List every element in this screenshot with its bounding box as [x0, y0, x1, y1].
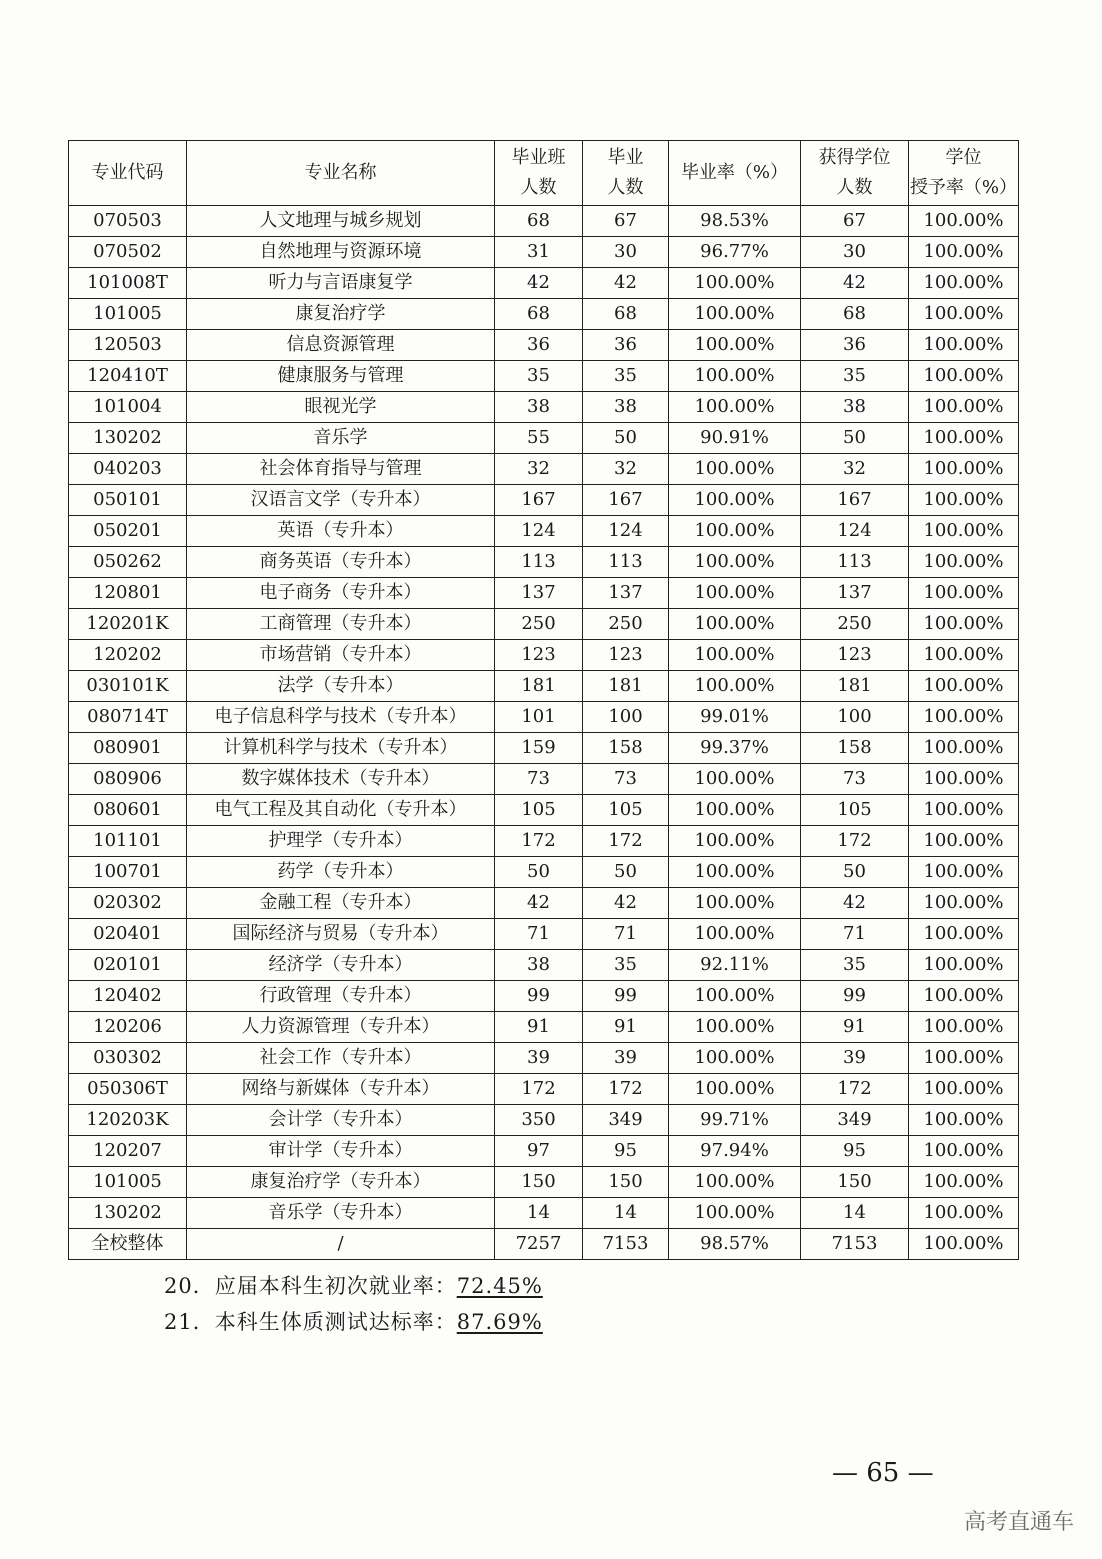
table-row	[69, 454, 1019, 485]
cell-class-count: 38	[495, 950, 583, 981]
cell-grad-count: 99	[583, 981, 669, 1012]
cell-grad-count: 50	[583, 857, 669, 888]
cell-degree-rate: 100.00%	[909, 268, 1019, 299]
cell-code: 120202	[69, 640, 187, 671]
table-row	[69, 671, 1019, 702]
cell-class-count: 172	[495, 826, 583, 857]
cell-degree-rate: 100.00%	[909, 237, 1019, 268]
cell-code: 全校整体	[69, 1229, 187, 1260]
cell-class-count: 350	[495, 1105, 583, 1136]
cell-class-count: 35	[495, 361, 583, 392]
cell-grad-rate: 100.00%	[669, 1074, 801, 1105]
cell-name: /	[187, 1229, 495, 1260]
cell-name: 护理学（专升本）	[187, 826, 495, 857]
cell-degree-count: 100	[801, 702, 909, 733]
note-fitness-value: 87.69%	[456, 1310, 543, 1334]
table-row	[69, 268, 1019, 299]
cell-class-count: 150	[495, 1167, 583, 1198]
cell-grad-rate: 99.37%	[669, 733, 801, 764]
header-class-count	[495, 141, 583, 206]
cell-class-count: 50	[495, 857, 583, 888]
cell-grad-rate: 100.00%	[669, 578, 801, 609]
note-employment-value: 72.45%	[456, 1274, 543, 1298]
cell-degree-count: 95	[801, 1136, 909, 1167]
cell-grad-rate: 100.00%	[669, 795, 801, 826]
cell-grad-count: 349	[583, 1105, 669, 1136]
cell-code: 050262	[69, 547, 187, 578]
cell-degree-rate: 100.00%	[909, 1136, 1019, 1167]
table-row	[69, 640, 1019, 671]
cell-grad-rate: 100.00%	[669, 392, 801, 423]
table-row	[69, 888, 1019, 919]
cell-class-count: 123	[495, 640, 583, 671]
cell-grad-rate: 98.53%	[669, 206, 801, 237]
cell-degree-rate: 100.00%	[909, 671, 1019, 702]
header-grad-rate: 毕业率（%）	[669, 141, 801, 206]
cell-degree-rate: 100.00%	[909, 516, 1019, 547]
note-employment-label: 20．应届本科生初次就业率：	[164, 1274, 457, 1298]
cell-degree-rate: 100.00%	[909, 547, 1019, 578]
cell-name: 经济学（专升本）	[187, 950, 495, 981]
table-body	[69, 206, 1019, 1260]
cell-code: 080906	[69, 764, 187, 795]
cell-degree-rate: 100.00%	[909, 888, 1019, 919]
cell-degree-rate: 100.00%	[909, 1198, 1019, 1229]
cell-name: 社会体育指导与管理	[187, 454, 495, 485]
cell-code: 130202	[69, 1198, 187, 1229]
cell-grad-rate: 96.77%	[669, 237, 801, 268]
cell-code: 120503	[69, 330, 187, 361]
cell-class-count: 250	[495, 609, 583, 640]
cell-degree-count: 150	[801, 1167, 909, 1198]
cell-grad-count: 71	[583, 919, 669, 950]
cell-name: 法学（专升本）	[187, 671, 495, 702]
header-grad-count-line2: 人数	[607, 177, 644, 198]
cell-name: 英语（专升本）	[187, 516, 495, 547]
table-row	[69, 516, 1019, 547]
table-header	[69, 141, 1019, 206]
cell-class-count: 71	[495, 919, 583, 950]
cell-grad-rate: 100.00%	[669, 1198, 801, 1229]
cell-code: 101004	[69, 392, 187, 423]
table-row	[69, 950, 1019, 981]
cell-grad-rate: 100.00%	[669, 981, 801, 1012]
table-row	[69, 609, 1019, 640]
header-grad-count	[583, 141, 669, 206]
cell-degree-rate: 100.00%	[909, 919, 1019, 950]
cell-name: 人力资源管理（专升本）	[187, 1012, 495, 1043]
cell-name: 电气工程及其自动化（专升本）	[187, 795, 495, 826]
cell-code: 101101	[69, 826, 187, 857]
cell-code: 120410T	[69, 361, 187, 392]
table-row	[69, 578, 1019, 609]
cell-degree-count: 91	[801, 1012, 909, 1043]
cell-code: 120201K	[69, 609, 187, 640]
cell-class-count: 113	[495, 547, 583, 578]
cell-class-count: 38	[495, 392, 583, 423]
cell-degree-rate: 100.00%	[909, 640, 1019, 671]
header-class-count-line2: 人数	[520, 177, 557, 198]
cell-name: 数字媒体技术（专升本）	[187, 764, 495, 795]
cell-code: 050306T	[69, 1074, 187, 1105]
cell-degree-rate: 100.00%	[909, 1167, 1019, 1198]
cell-grad-count: 39	[583, 1043, 669, 1074]
cell-code: 080601	[69, 795, 187, 826]
cell-grad-count: 42	[583, 268, 669, 299]
cell-code: 100701	[69, 857, 187, 888]
cell-grad-rate: 99.71%	[669, 1105, 801, 1136]
cell-class-count: 42	[495, 888, 583, 919]
cell-degree-rate: 100.00%	[909, 1105, 1019, 1136]
table-row	[69, 547, 1019, 578]
cell-degree-rate: 100.00%	[909, 702, 1019, 733]
cell-degree-rate: 100.00%	[909, 1074, 1019, 1105]
cell-class-count: 97	[495, 1136, 583, 1167]
graduation-table	[68, 140, 1019, 1260]
table-row	[69, 981, 1019, 1012]
cell-degree-count: 349	[801, 1105, 909, 1136]
cell-name: 康复治疗学（专升本）	[187, 1167, 495, 1198]
cell-grad-count: 68	[583, 299, 669, 330]
cell-degree-count: 124	[801, 516, 909, 547]
cell-class-count: 91	[495, 1012, 583, 1043]
cell-code: 120801	[69, 578, 187, 609]
table-row	[69, 702, 1019, 733]
cell-grad-count: 172	[583, 1074, 669, 1105]
header-class-count-line1: 毕业班	[511, 147, 566, 168]
cell-class-count: 68	[495, 299, 583, 330]
cell-grad-count: 7153	[583, 1229, 669, 1260]
cell-code: 050101	[69, 485, 187, 516]
cell-grad-count: 32	[583, 454, 669, 485]
cell-degree-count: 7153	[801, 1229, 909, 1260]
cell-degree-count: 38	[801, 392, 909, 423]
cell-degree-count: 113	[801, 547, 909, 578]
cell-class-count: 73	[495, 764, 583, 795]
cell-name: 国际经济与贸易（专升本）	[187, 919, 495, 950]
cell-degree-count: 68	[801, 299, 909, 330]
cell-degree-rate: 100.00%	[909, 981, 1019, 1012]
cell-grad-rate: 100.00%	[669, 454, 801, 485]
table-row	[69, 764, 1019, 795]
cell-degree-count: 35	[801, 950, 909, 981]
cell-grad-count: 158	[583, 733, 669, 764]
cell-name: 眼视光学	[187, 392, 495, 423]
cell-degree-count: 42	[801, 268, 909, 299]
table-total-row	[69, 1229, 1019, 1260]
cell-degree-count: 30	[801, 237, 909, 268]
cell-degree-rate: 100.00%	[909, 857, 1019, 888]
table-row	[69, 795, 1019, 826]
cell-degree-count: 73	[801, 764, 909, 795]
cell-name: 健康服务与管理	[187, 361, 495, 392]
cell-grad-rate: 99.01%	[669, 702, 801, 733]
table-row	[69, 206, 1019, 237]
cell-grad-count: 35	[583, 361, 669, 392]
cell-name: 人文地理与城乡规划	[187, 206, 495, 237]
cell-grad-rate: 100.00%	[669, 268, 801, 299]
cell-name: 会计学（专升本）	[187, 1105, 495, 1136]
table-row	[69, 485, 1019, 516]
cell-name: 电子商务（专升本）	[187, 578, 495, 609]
cell-code: 040203	[69, 454, 187, 485]
cell-code: 030101K	[69, 671, 187, 702]
header-degree-rate-line2: 授予率（%）	[909, 177, 1018, 198]
header-degree-rate	[909, 141, 1019, 206]
cell-grad-rate: 100.00%	[669, 330, 801, 361]
cell-name: 网络与新媒体（专升本）	[187, 1074, 495, 1105]
cell-grad-count: 105	[583, 795, 669, 826]
cell-grad-rate: 97.94%	[669, 1136, 801, 1167]
cell-grad-count: 30	[583, 237, 669, 268]
table-row	[69, 826, 1019, 857]
cell-grad-rate: 100.00%	[669, 609, 801, 640]
cell-class-count: 105	[495, 795, 583, 826]
cell-class-count: 7257	[495, 1229, 583, 1260]
table-row	[69, 1105, 1019, 1136]
cell-degree-rate: 100.00%	[909, 795, 1019, 826]
table-row	[69, 237, 1019, 268]
cell-class-count: 159	[495, 733, 583, 764]
header-name: 专业名称	[187, 141, 495, 206]
cell-degree-rate: 100.00%	[909, 454, 1019, 485]
cell-class-count: 167	[495, 485, 583, 516]
cell-grad-rate: 98.57%	[669, 1229, 801, 1260]
cell-grad-count: 100	[583, 702, 669, 733]
cell-code: 101005	[69, 1167, 187, 1198]
note-fitness-label: 21．本科生体质测试达标率：	[164, 1310, 457, 1334]
cell-degree-count: 50	[801, 857, 909, 888]
cell-degree-count: 14	[801, 1198, 909, 1229]
cell-degree-count: 42	[801, 888, 909, 919]
cell-grad-count: 124	[583, 516, 669, 547]
cell-degree-count: 35	[801, 361, 909, 392]
page-number: — 65 —	[832, 1458, 934, 1488]
header-degree-count-line2: 人数	[836, 177, 873, 198]
cell-grad-rate: 100.00%	[669, 1043, 801, 1074]
table-row	[69, 1012, 1019, 1043]
cell-name: 计算机科学与技术（专升本）	[187, 733, 495, 764]
cell-degree-count: 32	[801, 454, 909, 485]
cell-class-count: 39	[495, 1043, 583, 1074]
cell-degree-rate: 100.00%	[909, 826, 1019, 857]
cell-grad-rate: 100.00%	[669, 1167, 801, 1198]
cell-name: 音乐学（专升本）	[187, 1198, 495, 1229]
table-row	[69, 1198, 1019, 1229]
cell-degree-rate: 100.00%	[909, 361, 1019, 392]
cell-class-count: 101	[495, 702, 583, 733]
header-code: 专业代码	[69, 141, 187, 206]
cell-grad-count: 137	[583, 578, 669, 609]
cell-name: 金融工程（专升本）	[187, 888, 495, 919]
cell-degree-count: 71	[801, 919, 909, 950]
cell-grad-rate: 100.00%	[669, 547, 801, 578]
cell-degree-count: 167	[801, 485, 909, 516]
cell-code: 080901	[69, 733, 187, 764]
cell-degree-rate: 100.00%	[909, 485, 1019, 516]
cell-degree-rate: 100.00%	[909, 1043, 1019, 1074]
cell-code: 120203K	[69, 1105, 187, 1136]
cell-code: 080714T	[69, 702, 187, 733]
cell-name: 药学（专升本）	[187, 857, 495, 888]
cell-grad-rate: 100.00%	[669, 299, 801, 330]
cell-degree-count: 36	[801, 330, 909, 361]
cell-code: 020101	[69, 950, 187, 981]
cell-code: 101008T	[69, 268, 187, 299]
cell-code: 070502	[69, 237, 187, 268]
cell-code: 020302	[69, 888, 187, 919]
cell-class-count: 172	[495, 1074, 583, 1105]
cell-name: 行政管理（专升本）	[187, 981, 495, 1012]
table-row	[69, 330, 1019, 361]
cell-degree-count: 158	[801, 733, 909, 764]
cell-degree-rate: 100.00%	[909, 330, 1019, 361]
cell-degree-rate: 100.00%	[909, 764, 1019, 795]
table-row	[69, 361, 1019, 392]
watermark: 高考直通车	[964, 1510, 1075, 1535]
cell-grad-count: 113	[583, 547, 669, 578]
table-row	[69, 1167, 1019, 1198]
cell-class-count: 68	[495, 206, 583, 237]
cell-degree-count: 137	[801, 578, 909, 609]
cell-code: 120207	[69, 1136, 187, 1167]
cell-name: 听力与言语康复学	[187, 268, 495, 299]
cell-grad-rate: 100.00%	[669, 919, 801, 950]
cell-code: 120402	[69, 981, 187, 1012]
cell-class-count: 181	[495, 671, 583, 702]
table-row	[69, 423, 1019, 454]
cell-grad-count: 73	[583, 764, 669, 795]
cell-grad-rate: 100.00%	[669, 640, 801, 671]
cell-grad-count: 250	[583, 609, 669, 640]
cell-class-count: 31	[495, 237, 583, 268]
note-employment-rate	[164, 1270, 543, 1300]
cell-grad-rate: 100.00%	[669, 671, 801, 702]
cell-code: 050201	[69, 516, 187, 547]
cell-grad-count: 167	[583, 485, 669, 516]
table-row	[69, 919, 1019, 950]
cell-degree-count: 172	[801, 826, 909, 857]
cell-grad-count: 123	[583, 640, 669, 671]
cell-name: 市场营销（专升本）	[187, 640, 495, 671]
table-row	[69, 1136, 1019, 1167]
cell-degree-count: 172	[801, 1074, 909, 1105]
cell-grad-count: 36	[583, 330, 669, 361]
cell-code: 120206	[69, 1012, 187, 1043]
cell-grad-count: 14	[583, 1198, 669, 1229]
cell-degree-rate: 100.00%	[909, 1229, 1019, 1260]
cell-code: 070503	[69, 206, 187, 237]
table-row	[69, 733, 1019, 764]
cell-class-count: 124	[495, 516, 583, 547]
cell-degree-rate: 100.00%	[909, 950, 1019, 981]
cell-degree-count: 39	[801, 1043, 909, 1074]
cell-grad-count: 181	[583, 671, 669, 702]
cell-degree-rate: 100.00%	[909, 609, 1019, 640]
cell-degree-rate: 100.00%	[909, 1012, 1019, 1043]
cell-degree-rate: 100.00%	[909, 206, 1019, 237]
cell-class-count: 14	[495, 1198, 583, 1229]
cell-name: 信息资源管理	[187, 330, 495, 361]
cell-degree-rate: 100.00%	[909, 578, 1019, 609]
cell-degree-count: 250	[801, 609, 909, 640]
cell-degree-rate: 100.00%	[909, 392, 1019, 423]
cell-grad-rate: 100.00%	[669, 485, 801, 516]
cell-grad-rate: 92.11%	[669, 950, 801, 981]
cell-grad-rate: 100.00%	[669, 857, 801, 888]
header-grad-count-line1: 毕业	[607, 147, 644, 168]
cell-degree-count: 105	[801, 795, 909, 826]
cell-class-count: 99	[495, 981, 583, 1012]
table-row	[69, 299, 1019, 330]
cell-grad-count: 95	[583, 1136, 669, 1167]
header-degree-rate-line1: 学位	[945, 147, 982, 168]
cell-degree-count: 50	[801, 423, 909, 454]
cell-grad-rate: 100.00%	[669, 1012, 801, 1043]
table-row	[69, 1074, 1019, 1105]
cell-name: 自然地理与资源环境	[187, 237, 495, 268]
cell-grad-count: 35	[583, 950, 669, 981]
cell-grad-count: 50	[583, 423, 669, 454]
cell-grad-rate: 90.91%	[669, 423, 801, 454]
cell-code: 130202	[69, 423, 187, 454]
cell-grad-count: 172	[583, 826, 669, 857]
table-row	[69, 1043, 1019, 1074]
cell-grad-rate: 100.00%	[669, 361, 801, 392]
cell-grad-count: 67	[583, 206, 669, 237]
cell-class-count: 137	[495, 578, 583, 609]
cell-code: 020401	[69, 919, 187, 950]
header-degree-count-line1: 获得学位	[818, 147, 891, 168]
cell-code: 030302	[69, 1043, 187, 1074]
cell-class-count: 55	[495, 423, 583, 454]
cell-class-count: 36	[495, 330, 583, 361]
cell-grad-count: 42	[583, 888, 669, 919]
table-row	[69, 857, 1019, 888]
cell-code: 101005	[69, 299, 187, 330]
cell-degree-rate: 100.00%	[909, 299, 1019, 330]
cell-grad-rate: 100.00%	[669, 764, 801, 795]
cell-name: 汉语言文学（专升本）	[187, 485, 495, 516]
cell-name: 审计学（专升本）	[187, 1136, 495, 1167]
cell-degree-count: 123	[801, 640, 909, 671]
cell-name: 音乐学	[187, 423, 495, 454]
header-degree-count	[801, 141, 909, 206]
table-row	[69, 392, 1019, 423]
cell-name: 商务英语（专升本）	[187, 547, 495, 578]
cell-grad-rate: 100.00%	[669, 516, 801, 547]
cell-grad-rate: 100.00%	[669, 826, 801, 857]
cell-name: 电子信息科学与技术（专升本）	[187, 702, 495, 733]
cell-class-count: 32	[495, 454, 583, 485]
cell-degree-count: 67	[801, 206, 909, 237]
cell-grad-count: 38	[583, 392, 669, 423]
cell-name: 工商管理（专升本）	[187, 609, 495, 640]
note-fitness-rate	[164, 1306, 543, 1336]
cell-degree-rate: 100.00%	[909, 423, 1019, 454]
cell-name: 社会工作（专升本）	[187, 1043, 495, 1074]
cell-degree-rate: 100.00%	[909, 733, 1019, 764]
cell-name: 康复治疗学	[187, 299, 495, 330]
cell-class-count: 42	[495, 268, 583, 299]
cell-degree-count: 99	[801, 981, 909, 1012]
cell-degree-count: 181	[801, 671, 909, 702]
cell-grad-count: 91	[583, 1012, 669, 1043]
cell-grad-count: 150	[583, 1167, 669, 1198]
cell-grad-rate: 100.00%	[669, 888, 801, 919]
